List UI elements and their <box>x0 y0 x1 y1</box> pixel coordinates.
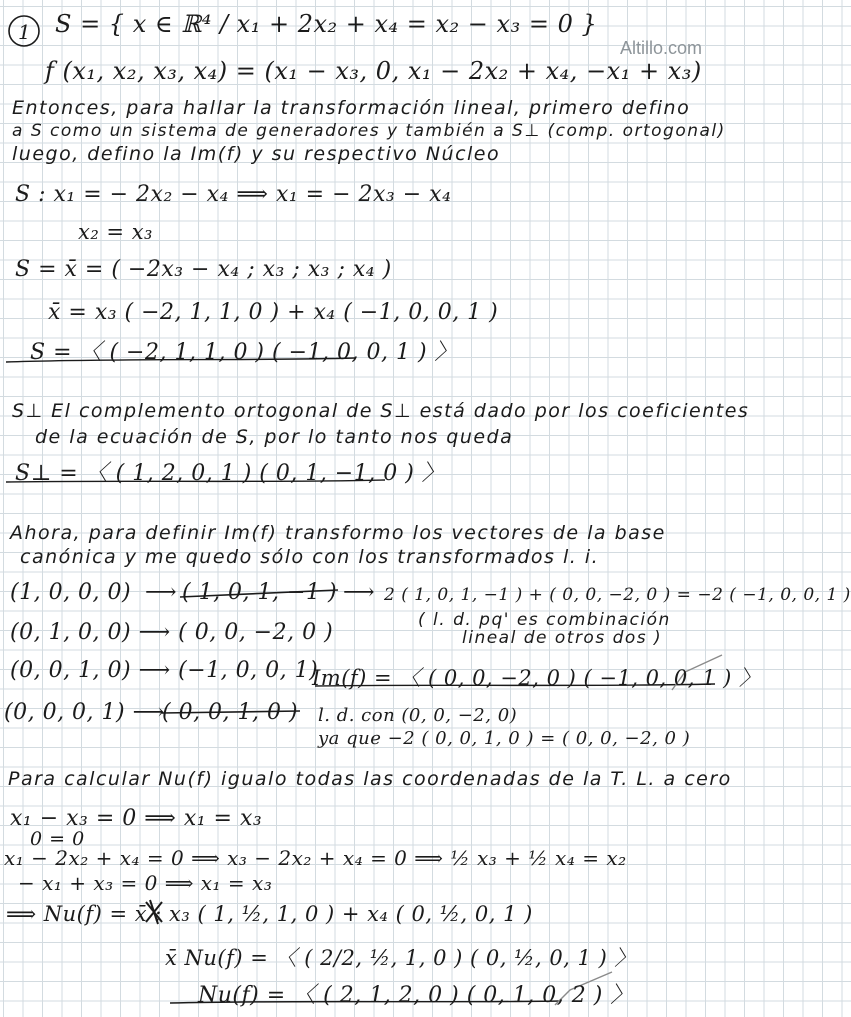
im-e4-image: ( 0, 0, 1, 0 ) <box>162 700 299 725</box>
sperp-line-1: S⊥ El complemento ortogonal de S⊥ está dado por los coeficientes <box>12 400 750 422</box>
nu-span-1: x̄ Nu(f) = 〈 ( 2/2, ½, 1, 0 ) ( 0, ½, 0, 1 ) 〉 <box>165 946 636 970</box>
intro-line-1: Entonces, para hallar la transformación lineal, primero defino <box>12 97 691 119</box>
s-span: S = 〈 ( −2, 1, 1, 0 ) ( −1, 0, 0, 1 ) 〉 <box>30 340 458 365</box>
im-e1-image: ( 1, 0, 1, −1 ) <box>182 580 338 605</box>
im-e1-note-2: ( l. d. pq' es combinación <box>418 610 671 630</box>
s-vector: S = x̄ = ( −2x₃ − x₄ ; x₃ ; x₃ ; x₄ ) <box>15 257 392 282</box>
sperp-span: S⊥ = 〈 ( 1, 2, 0, 1 ) ( 0, 1, −1, 0 ) 〉 <box>15 461 445 486</box>
s-combination: x̄ = x₃ ( −2, 1, 1, 0 ) + x₄ ( −1, 0, 0, 1 ) <box>48 300 499 325</box>
intro-line-3: luego, defino la Im(f) y su respectivo Núcleo <box>12 143 501 165</box>
im-line-1: Ahora, para definir Im(f) transformo los vectores de la base <box>10 522 666 544</box>
s-definition: S = { x ∈ ℝ⁴ / x₁ + 2x₂ + x₄ = x₂ − x₃ = 0 } <box>55 10 598 38</box>
im-basis-e4: (0, 0, 0, 1) ⟶ <box>4 700 165 725</box>
im-span: Im(f) = 〈 ( 0, 0, −2, 0 ) ( −1, 0, 0, 1 ) 〉 <box>312 666 761 690</box>
sperp-line-2: de la ecuación de S, por lo tanto nos queda <box>35 426 514 448</box>
im-line-2: canónica y me quedo sólo con los transformados l. i. <box>20 546 600 568</box>
im-basis-e3: (0, 0, 1, 0) ⟶ (−1, 0, 0, 1) <box>10 658 319 683</box>
im-arrow-e1b: ⟶ <box>343 580 376 605</box>
nu-intro: Para calcular Nu(f) igualo todas las coordenadas de la T. L. a cero <box>8 768 732 790</box>
im-e4-note-2: ya que −2 ( 0, 0, 1, 0 ) = ( 0, 0, −2, 0 ) <box>318 728 691 749</box>
im-arrow-e1: ⟶ <box>145 580 178 605</box>
watermark: Altillo.com <box>620 38 703 58</box>
nu-equation-1: x₁ − x₃ = 0 ⟹ x₁ = x₃ <box>10 806 263 831</box>
nu-span-final: Nu(f) = 〈 ( 2, 1, 2, 0 ) ( 0, 1, 0, 2 ) 〉 <box>198 983 633 1008</box>
im-basis-e2: (0, 1, 0, 0) ⟶ ( 0, 0, −2, 0 ) <box>10 620 334 645</box>
intro-line-2: a S como un sistema de generadores y también a S⊥ (comp. ortogonal) <box>12 121 726 141</box>
im-e4-note-1: l. d. con (0, 0, −2, 0) <box>318 705 518 726</box>
im-e1-note: 2 ( 1, 0, 1, −1 ) + ( 0, 0, −2, 0 ) = −2 ( −1, 0, 0, 1 ) <box>384 585 851 605</box>
nu-equation-2: 0 = 0 <box>30 828 85 850</box>
im-basis-e1: (1, 0, 0, 0) <box>10 580 132 605</box>
s-equation-2: x₂ = x₃ <box>78 220 153 244</box>
f-definition: f (x₁, x₂, x₃, x₄) = (x₁ − x₃, 0, x₁ − 2x₂ + x₄, −x₁ + x₃) <box>45 57 702 85</box>
nu-equation-4: − x₁ + x₃ = 0 ⟹ x₁ = x₃ <box>18 871 273 895</box>
s-equation-1: S : x₁ = − 2x₂ − x₄ ⟹ x₁ = − 2x₃ − x₄ <box>15 182 452 207</box>
problem-number: 1 <box>18 20 31 44</box>
nu-equation-3: x₁ − 2x₂ + x₄ = 0 ⟹ x₃ − 2x₂ + x₄ = 0 ⟹ ½ x₃ + ½ x₄ = x₂ <box>4 846 627 870</box>
nu-vector: ⟹ Nu(f) = x̄ : x₃ ( 1, ½, 1, 0 ) + x₄ ( 0, ½, 0, 1 ) <box>6 902 533 926</box>
im-e1-note-3: lineal de otros dos ) <box>462 628 663 648</box>
